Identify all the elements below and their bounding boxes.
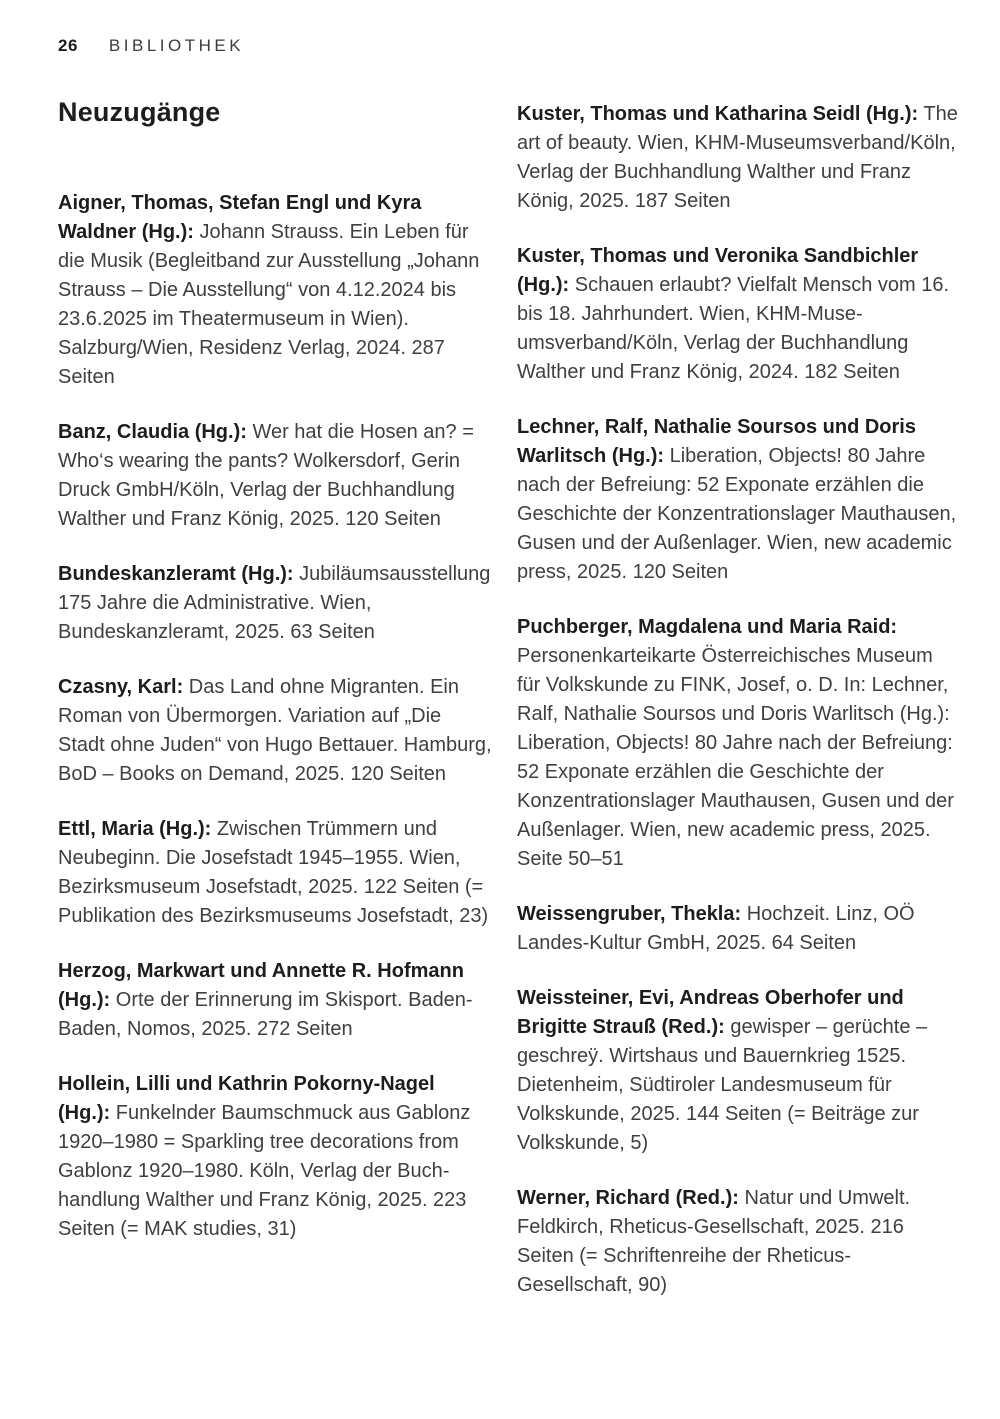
entry-details: Hochzeit. Linz, OÖ Landes-Kultur GmbH, 2025. 64 Seiten: [517, 903, 915, 954]
entry-details: Johann Strauss. Ein Leben für die Musik (Begleitband zur Ausstellung „Johann Strauss – Die Ausstellung“ von 4.12.2024 bis 23.6.2025 im Theatermuseum in Wien). Salzburg/Wien, Residenz Verlag, 2024. 287 Seiten: [58, 221, 480, 388]
entry-author: Czasny, Karl:: [58, 676, 184, 698]
bibliography-entry: [58, 1070, 492, 1244]
entry-details: gewisper – gerüchte – geschreÿ. Wirtshaus und Bauernkrieg 1525. Dietenheim, Südtiroler Landesmuseum für Volkskunde, 2025. 144 Seiten (= Beiträge zur Volkskunde, 5): [517, 1016, 928, 1154]
bibliography-entry: [517, 900, 961, 958]
entry-details: Personenkarteikarte Österreichisches Museum für Volkskunde zu FINK, Josef, o. D. In: Lechner, Ralf, Nathalie Soursos und Doris Warlitsch (Hg.): Liberation, Objects! 80 Jahre nach der Befreiung: 52 Exponate erzählen die Geschichte der Konzentrationslager Mauthausen, Gusen und der Außenlager. Wien, new academic press, 2025. Seite 50–51: [517, 645, 954, 870]
bibliography-entry: [517, 1184, 961, 1300]
entry-author: Kuster, Thomas und Veronika Sandbichler (Hg.):: [517, 245, 919, 296]
entry-author: Hollein, Lilli und Kathrin Pokorny-Nagel (Hg.):: [58, 1073, 435, 1124]
bibliography-entry: [517, 100, 961, 216]
entry-details: Natur und Umwelt. Feldkirch, Rheticus-Gesellschaft, 2025. 216 Seiten (= Schriftenreihe der Rheticus-Gesellschaft, 90): [517, 1187, 911, 1296]
left-column: [58, 189, 492, 1270]
entry-author: Kuster, Thomas und Katharina Seidl (Hg.):: [517, 103, 919, 125]
entry-author: Herzog, Markwart und Annette R. Hofmann (Hg.):: [58, 960, 464, 1011]
entry-details: Schauen erlaubt? Vielfalt Mensch vom 16. bis 18. Jahrhundert. Wien, KHM-Museumsverband/Köln, Verlag der Buchhandlung Walther und Franz König, 2024. 182 Seiten: [517, 274, 950, 383]
right-column: [517, 100, 961, 1326]
entry-author: Lechner, Ralf, Nathalie Soursos und Doris Warlitsch (Hg.):: [517, 416, 916, 467]
entry-author: Weissengruber, Thekla:: [517, 903, 742, 925]
entry-author: Ettl, Maria (Hg.):: [58, 818, 212, 840]
entry-details: Jubiläumsausstellung 175 Jahre die Administrative. Wien, Bundeskanzleramt, 2025. 63 Seiten: [58, 563, 491, 643]
bibliography-entry: [517, 242, 961, 387]
bibliography-entry: [58, 673, 492, 789]
bibliography-entry: [58, 815, 492, 931]
entry-author: Aigner, Thomas, Stefan Engl und Kyra Waldner (Hg.):: [58, 192, 422, 243]
entry-details: Zwischen Trümmern und Neubeginn. Die Josefstadt 1945–1955. Wien, Bezirksmuseum Josefstadt, 2025. 122 Seiten (= Publikation des Bezirksmuseums Josefstadt, 23): [58, 818, 489, 927]
entry-author: Werner, Richard (Red.):: [517, 1187, 739, 1209]
bibliography-entry: [517, 613, 961, 874]
entry-details: The art of beauty. Wien, KHM-Museumsverband/Köln, Verlag der Buchhandlung Walther und Franz König, 2025. 187 Seiten: [517, 103, 958, 212]
bibliography-entry: [58, 560, 492, 647]
bibliography-entry: [517, 984, 961, 1158]
bibliography-entry: [58, 418, 492, 534]
entry-details: Liberation, Objects! 80 Jahre nach der Befreiung: 52 Exponate erzählen die Geschichte der Konzentrationslager Mauthausen, Gusen und der Außenlager. Wien, new academic press, 2025. 120 Seiten: [517, 445, 957, 583]
entry-details: Das Land ohne Migranten. Ein Roman von Übermorgen. Variation auf „Die Stadt ohne Juden“ von Hugo Bettauer. Hamburg, BoD – Books on Demand, 2025. 120 Seiten: [58, 676, 492, 785]
bibliography-entry: [517, 413, 961, 587]
entry-author: Puchberger, Magdalena und Maria Raid:: [517, 616, 898, 638]
entry-details: Wer hat die Hosen an? = Who‘s wearing the pants? Wolkersdorf, Gerin Druck GmbH/Köln, Verlag der Buchhandlung Walther und Franz König, 2025. 120 Seiten: [58, 421, 474, 530]
page-header: [58, 36, 244, 56]
page-title: Neuzugänge: [58, 97, 221, 127]
entry-author: Banz, Claudia (Hg.):: [58, 421, 247, 443]
bibliography-entry: [58, 957, 492, 1044]
section-label: BIBLIOTHEK: [108, 36, 245, 55]
entry-details: Orte der Erinnerung im Skisport. Baden-Baden, Nomos, 2025. 272 Seiten: [58, 989, 473, 1040]
entry-author: Bundeskanzleramt (Hg.):: [58, 563, 294, 585]
page-number: 26: [58, 36, 78, 55]
bibliography-entry: [58, 189, 492, 392]
entry-details: Funkelnder Baumschmuck aus Gablonz 1920–1980 = Sparkling tree decorations from Gablonz 1920–1980. Köln, Verlag der Buchhandlung Walther und Franz König, 2025. 223 Seiten (= MAK studies, 31): [58, 1102, 471, 1240]
entry-author: Weissteiner, Evi, Andreas Oberhofer und Brigitte Strauß (Red.):: [517, 987, 904, 1038]
